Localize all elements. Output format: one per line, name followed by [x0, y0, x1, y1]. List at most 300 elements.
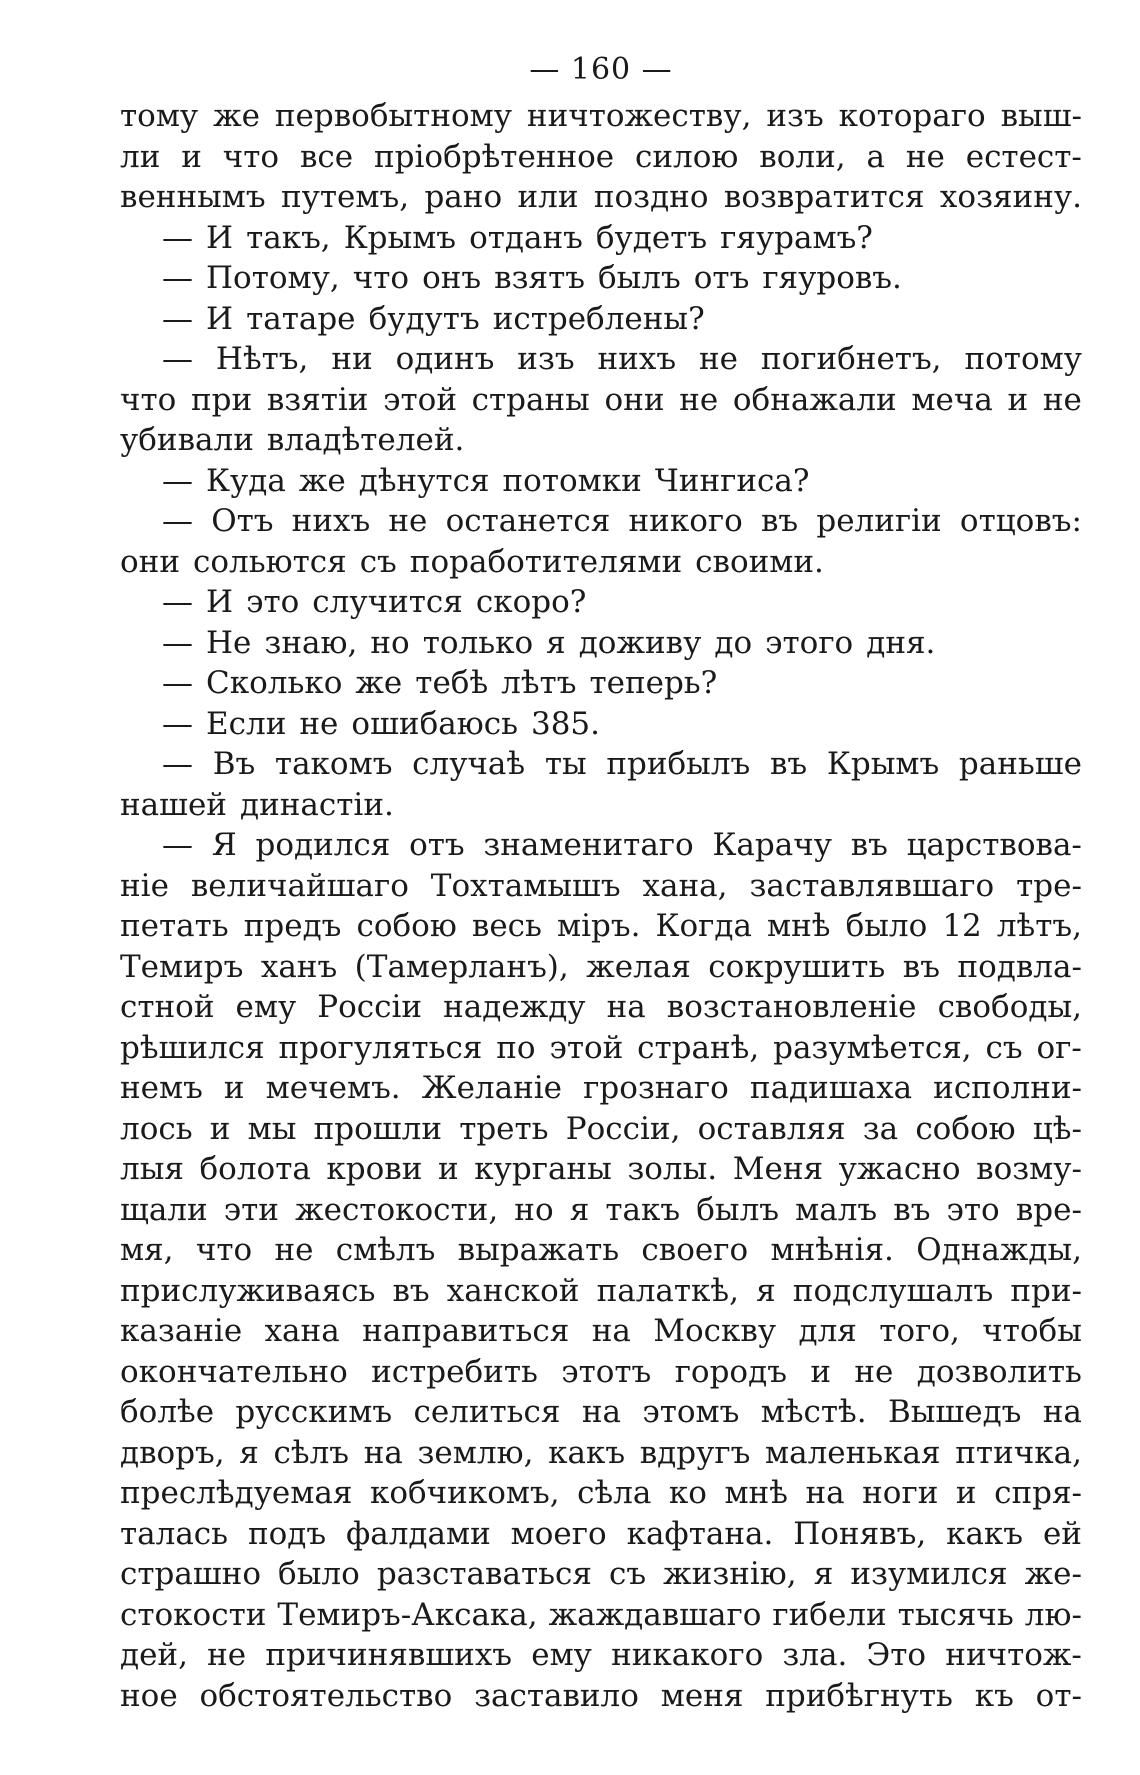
- word: зла.: [782, 1637, 848, 1673]
- word: въ: [893, 1191, 931, 1228]
- word: малъ: [795, 1191, 878, 1228]
- word: нашей: [120, 786, 227, 823]
- word: одинъ: [395, 341, 495, 377]
- word: эти: [223, 1191, 279, 1228]
- word: Крымъ: [343, 219, 457, 256]
- word: знаменитаго: [483, 827, 694, 863]
- word: жестокости,: [295, 1191, 499, 1228]
- word: теперь?: [589, 665, 718, 701]
- word: жизнію,: [663, 1556, 797, 1592]
- word: Темиръ-Аксака,: [277, 1596, 538, 1633]
- word: нихъ: [597, 341, 677, 377]
- word: гяурамъ?: [720, 219, 873, 256]
- word: болота: [199, 1151, 311, 1187]
- word: никого: [628, 503, 743, 539]
- word: но: [370, 624, 410, 661]
- word: такъ: [605, 1191, 681, 1228]
- word: дей,: [120, 1637, 188, 1673]
- word: вдругъ: [639, 1434, 751, 1471]
- word: мнѣ: [767, 908, 831, 944]
- word: на: [591, 1313, 631, 1349]
- text-line: [120, 1068, 1082, 1109]
- text-line: [120, 906, 1082, 947]
- word: міръ.: [556, 908, 641, 944]
- word: я: [813, 1556, 834, 1592]
- word: Потому,: [206, 260, 340, 296]
- word: хана,: [642, 867, 728, 904]
- word: воли,: [759, 138, 846, 175]
- word: изъ: [517, 341, 575, 377]
- word: ноги: [862, 1475, 939, 1511]
- text-line: [120, 177, 1082, 218]
- text-line: [120, 1230, 1082, 1271]
- word: изумился: [850, 1556, 1008, 1592]
- word: погибнетъ,: [760, 341, 942, 377]
- word: на: [581, 1394, 621, 1430]
- text-line: [120, 1109, 1082, 1150]
- text-line: [120, 785, 1082, 826]
- word: страшно: [120, 1556, 261, 1592]
- text-line: [120, 987, 1082, 1028]
- word: будутъ: [368, 300, 480, 337]
- text-line: [120, 582, 1082, 623]
- word: весь: [471, 908, 542, 944]
- word: онъ: [422, 260, 482, 296]
- word: тебѣ: [415, 665, 489, 701]
- word: Понявъ,: [793, 1515, 927, 1552]
- word: своими.: [695, 543, 824, 580]
- word: ему: [235, 989, 297, 1025]
- word: дворъ,: [120, 1434, 225, 1471]
- word: Сколько: [206, 665, 343, 701]
- word: подъ: [247, 1515, 327, 1552]
- word: ное: [120, 1677, 178, 1714]
- word: они: [120, 543, 180, 580]
- word: доживу: [578, 624, 702, 661]
- text-line: [120, 1352, 1082, 1393]
- text-line: [120, 1190, 1082, 1231]
- word: не: [207, 1637, 247, 1673]
- word: отъ: [693, 260, 750, 296]
- word: я: [239, 1434, 259, 1471]
- word: котораго: [838, 98, 986, 134]
- text-line: [120, 744, 1082, 785]
- word: дня.: [866, 624, 936, 661]
- word: ему: [531, 1637, 592, 1673]
- word: съ: [608, 1556, 647, 1592]
- word: меня: [660, 1677, 744, 1714]
- word: Тохтамышъ: [430, 867, 621, 904]
- word: 385.: [530, 705, 600, 742]
- word: стной: [120, 989, 215, 1025]
- word: —: [162, 503, 193, 539]
- word: разставаться: [376, 1556, 592, 1592]
- text-line: [120, 461, 1082, 502]
- word: крови: [326, 1151, 423, 1187]
- word: от-: [1035, 1677, 1082, 1714]
- word: И: [206, 584, 234, 620]
- word: И: [206, 219, 234, 256]
- word: маленькая: [765, 1434, 941, 1471]
- word: случаѣ: [412, 746, 526, 782]
- word: религіи: [816, 503, 942, 539]
- word: —: [162, 665, 193, 701]
- word: вре-: [1015, 1191, 1082, 1228]
- word: стокости: [120, 1596, 267, 1633]
- word: этотъ: [561, 1353, 652, 1390]
- word: —: [162, 827, 193, 863]
- word: съ: [985, 1029, 1023, 1066]
- text-line: [120, 299, 1082, 340]
- text-line: [120, 1676, 1082, 1717]
- word: и: [438, 1151, 459, 1187]
- text-line: [120, 704, 1082, 745]
- word: ог-: [1036, 1029, 1082, 1066]
- word: и: [810, 1353, 831, 1390]
- word: не: [698, 341, 738, 377]
- word: взятіи: [266, 381, 369, 418]
- word: отъ: [409, 827, 465, 863]
- text-line: [120, 1635, 1082, 1676]
- word: же: [298, 462, 346, 499]
- word: возму-: [976, 1151, 1082, 1187]
- word: причинявшихъ: [265, 1637, 513, 1673]
- word: не: [299, 705, 339, 742]
- page-number: — 160 —: [529, 52, 673, 87]
- word: владѣтелей.: [266, 422, 465, 458]
- word: мя,: [120, 1232, 174, 1268]
- word: выражать: [457, 1232, 620, 1268]
- word: ей: [1042, 1515, 1082, 1552]
- word: лось: [120, 1110, 193, 1147]
- text-line: [120, 623, 1082, 664]
- word: или: [517, 179, 579, 215]
- word: первобытному: [274, 98, 512, 134]
- word: дѣнутся: [358, 462, 490, 499]
- word: родился: [255, 827, 391, 863]
- word: лыя: [120, 1151, 184, 1187]
- word: лѣтъ: [501, 665, 577, 701]
- word: же-: [1024, 1556, 1082, 1592]
- text-line: [120, 1514, 1082, 1555]
- word: и: [1007, 381, 1029, 418]
- word: прибѣгнуть: [765, 1677, 953, 1714]
- word: на: [363, 1434, 403, 1471]
- word: Это: [866, 1637, 927, 1673]
- word: Вышедъ: [887, 1394, 1022, 1430]
- word: Россіи: [317, 989, 423, 1025]
- text-line: [120, 380, 1082, 421]
- word: Не: [206, 624, 252, 661]
- word: разумѣется,: [773, 1029, 972, 1066]
- word: было: [278, 1556, 360, 1592]
- word: возвратится: [723, 179, 925, 215]
- word: въ: [902, 948, 940, 985]
- word: русскимъ: [235, 1394, 393, 1430]
- word: ли: [120, 138, 161, 175]
- word: на: [606, 989, 646, 1025]
- word: ты: [544, 746, 587, 782]
- word: прибылъ: [606, 746, 751, 782]
- word: случится: [312, 584, 463, 620]
- word: ханъ: [260, 948, 338, 985]
- word: убивали: [120, 422, 254, 458]
- word: спря-: [994, 1475, 1082, 1511]
- word: поздно: [593, 179, 709, 215]
- word: окончательно: [120, 1353, 348, 1390]
- page-text: [120, 96, 1082, 1716]
- word: по: [496, 1029, 536, 1066]
- word: —: [162, 705, 193, 742]
- word: гибели: [772, 1596, 887, 1633]
- word: путемъ,: [281, 179, 410, 215]
- word: предъ: [243, 908, 342, 944]
- text-line: [120, 1473, 1082, 1514]
- word: Желаніе: [421, 1070, 563, 1106]
- text-line: [120, 258, 1082, 299]
- word: они: [604, 381, 665, 418]
- word: заставило: [474, 1677, 639, 1714]
- word: дозволить: [916, 1353, 1082, 1390]
- word: что: [352, 260, 410, 296]
- word: палаткѣ,: [596, 1272, 739, 1309]
- text-line: [120, 663, 1082, 704]
- word: за: [862, 1110, 899, 1147]
- word: истребить: [371, 1353, 538, 1390]
- word: къ: [974, 1677, 1014, 1714]
- word: обстоятельство: [199, 1677, 453, 1714]
- word: казаніе: [120, 1313, 243, 1349]
- word: хозяину.: [939, 179, 1082, 215]
- word: что: [120, 381, 177, 418]
- word: цѣ-: [1032, 1110, 1082, 1147]
- word: тому: [120, 98, 199, 134]
- book-page: [120, 44, 1082, 1716]
- word: съ: [359, 543, 397, 580]
- word: величайшаго: [190, 867, 409, 904]
- word: чтобы: [982, 1313, 1082, 1349]
- text-line: [120, 420, 1082, 461]
- word: на: [805, 1475, 845, 1511]
- word: это: [946, 1191, 1000, 1228]
- word: мнѣнія.: [770, 1232, 894, 1268]
- word: отданъ: [469, 219, 583, 256]
- word: оставляя: [697, 1110, 846, 1147]
- word: ничтожеству,: [526, 98, 752, 134]
- word: сольются: [193, 543, 347, 580]
- word: ни: [331, 341, 373, 377]
- word: странѣ,: [637, 1029, 760, 1066]
- word: —: [162, 584, 193, 620]
- word: сѣлъ: [273, 1434, 350, 1471]
- word: царствова-: [906, 827, 1082, 863]
- word: истреблены?: [492, 300, 705, 337]
- word: городъ: [674, 1353, 787, 1390]
- word: потому: [964, 341, 1082, 377]
- word: въ: [760, 503, 799, 539]
- text-line: [120, 1433, 1082, 1474]
- word: выш-: [1000, 98, 1082, 134]
- word: ко: [668, 1475, 707, 1511]
- text-line: [120, 1595, 1082, 1636]
- word: болѣе: [120, 1394, 215, 1430]
- word: былъ: [597, 260, 681, 296]
- word: не: [905, 138, 945, 175]
- word: жаждавшаго: [548, 1596, 762, 1633]
- word: татаре: [246, 300, 356, 337]
- word: Въ: [212, 746, 256, 782]
- word: тре-: [1016, 867, 1082, 904]
- word: знаю,: [264, 624, 358, 661]
- word: Крымъ: [826, 746, 940, 782]
- word: пріобрѣтенное: [374, 138, 615, 175]
- word: былъ: [696, 1191, 780, 1228]
- word: Россіи,: [565, 1110, 681, 1147]
- word: желая: [586, 948, 691, 985]
- word: лю-: [1024, 1596, 1082, 1633]
- word: кобчикомъ,: [369, 1475, 560, 1511]
- word: хана: [264, 1313, 340, 1349]
- text-line: [120, 1392, 1082, 1433]
- text-line: [120, 1311, 1082, 1352]
- word: мнѣ: [724, 1475, 788, 1511]
- word: не: [388, 503, 428, 539]
- word: не: [1042, 381, 1082, 418]
- word: моего: [510, 1515, 607, 1552]
- word: мѣстѣ.: [760, 1394, 867, 1430]
- word: —: [162, 219, 193, 256]
- word: своего: [641, 1232, 749, 1268]
- word: гяуровъ.: [762, 260, 902, 296]
- text-line: [120, 866, 1082, 907]
- word: нихъ: [291, 503, 371, 539]
- word: веннымъ: [120, 179, 266, 215]
- word: грознаго: [583, 1070, 729, 1106]
- word: подвла-: [957, 948, 1082, 985]
- word: (Тамерланъ),: [354, 948, 569, 985]
- word: мечемъ.: [265, 1070, 401, 1106]
- word: Когда: [655, 908, 752, 944]
- word: Москву: [653, 1313, 777, 1349]
- word: преслѣдуемая: [120, 1475, 353, 1511]
- text-line: [120, 137, 1082, 178]
- word: фалдами: [345, 1515, 491, 1552]
- word: въ: [769, 746, 808, 782]
- word: же: [355, 665, 403, 701]
- word: —: [162, 300, 193, 337]
- word: мы: [247, 1110, 297, 1147]
- text-line: [120, 218, 1082, 259]
- word: кафтана.: [626, 1515, 774, 1552]
- word: Если: [206, 705, 287, 742]
- word: —: [162, 746, 193, 782]
- word: при-: [1010, 1272, 1082, 1309]
- word: золы.: [627, 1151, 718, 1187]
- word: сокрушить: [708, 948, 886, 985]
- word: Меня: [732, 1151, 824, 1187]
- word: немъ: [120, 1070, 203, 1106]
- text-line: [120, 1271, 1082, 1312]
- text-line: [120, 1554, 1082, 1595]
- word: будетъ: [595, 219, 708, 256]
- word: обнажали: [732, 381, 897, 418]
- word: и: [181, 138, 202, 175]
- word: Куда: [206, 462, 286, 499]
- word: не: [679, 381, 719, 418]
- word: птичка,: [955, 1434, 1082, 1471]
- word: селиться: [413, 1394, 561, 1430]
- word: того,: [879, 1313, 960, 1349]
- word: я: [756, 1272, 776, 1309]
- word: курганы: [474, 1151, 612, 1187]
- word: при: [190, 381, 253, 418]
- word: этой: [549, 1029, 624, 1066]
- word: для: [798, 1313, 857, 1349]
- word: тысячь: [897, 1596, 1014, 1633]
- word: землю,: [417, 1434, 534, 1471]
- word: ничтож-: [945, 1637, 1082, 1673]
- word: петать: [120, 908, 229, 944]
- word: Однажды,: [916, 1232, 1082, 1268]
- word: поработителями: [409, 543, 683, 580]
- word: что: [195, 1232, 253, 1268]
- word: я: [569, 1191, 590, 1228]
- word: прошли: [313, 1110, 442, 1147]
- word: и: [209, 1110, 231, 1147]
- word: такъ,: [246, 219, 331, 256]
- word: заставлявшаго: [749, 867, 995, 904]
- word: въ: [850, 827, 888, 863]
- word: меча: [911, 381, 993, 418]
- word: —: [162, 462, 193, 499]
- word: но: [514, 1191, 554, 1228]
- word: этого: [765, 624, 854, 661]
- word: все: [299, 138, 354, 175]
- word: исполни-: [933, 1070, 1082, 1106]
- word: что: [222, 138, 280, 175]
- word: падишаха: [749, 1070, 913, 1106]
- word: раньше: [958, 746, 1082, 782]
- word: ханской: [446, 1272, 580, 1309]
- word: ужасно: [838, 1151, 961, 1187]
- word: рѣшился: [120, 1029, 265, 1066]
- word: Отъ: [211, 503, 274, 539]
- word: прислуживаясь: [120, 1272, 376, 1309]
- word: это: [246, 584, 300, 620]
- word: талась: [120, 1515, 229, 1552]
- word: какъ: [946, 1515, 1024, 1552]
- word: собою: [915, 1110, 1016, 1147]
- word: рано: [424, 179, 503, 215]
- word: Я: [211, 827, 237, 863]
- word: этой: [383, 381, 457, 418]
- text-line: [120, 542, 1082, 583]
- word: этомъ: [642, 1394, 740, 1430]
- word: —: [162, 260, 193, 296]
- word: сѣла: [577, 1475, 652, 1511]
- word: треть: [459, 1110, 549, 1147]
- word: ошибаюсь: [351, 705, 518, 742]
- text-line: [120, 1028, 1082, 1069]
- word: И: [206, 300, 234, 337]
- word: 12: [942, 908, 982, 944]
- word: прогуляться: [278, 1029, 483, 1066]
- word: не: [274, 1232, 314, 1268]
- word: Карачу: [712, 827, 832, 863]
- word: скоро?: [475, 584, 587, 620]
- text-line: [120, 339, 1082, 380]
- word: на: [1042, 1394, 1082, 1430]
